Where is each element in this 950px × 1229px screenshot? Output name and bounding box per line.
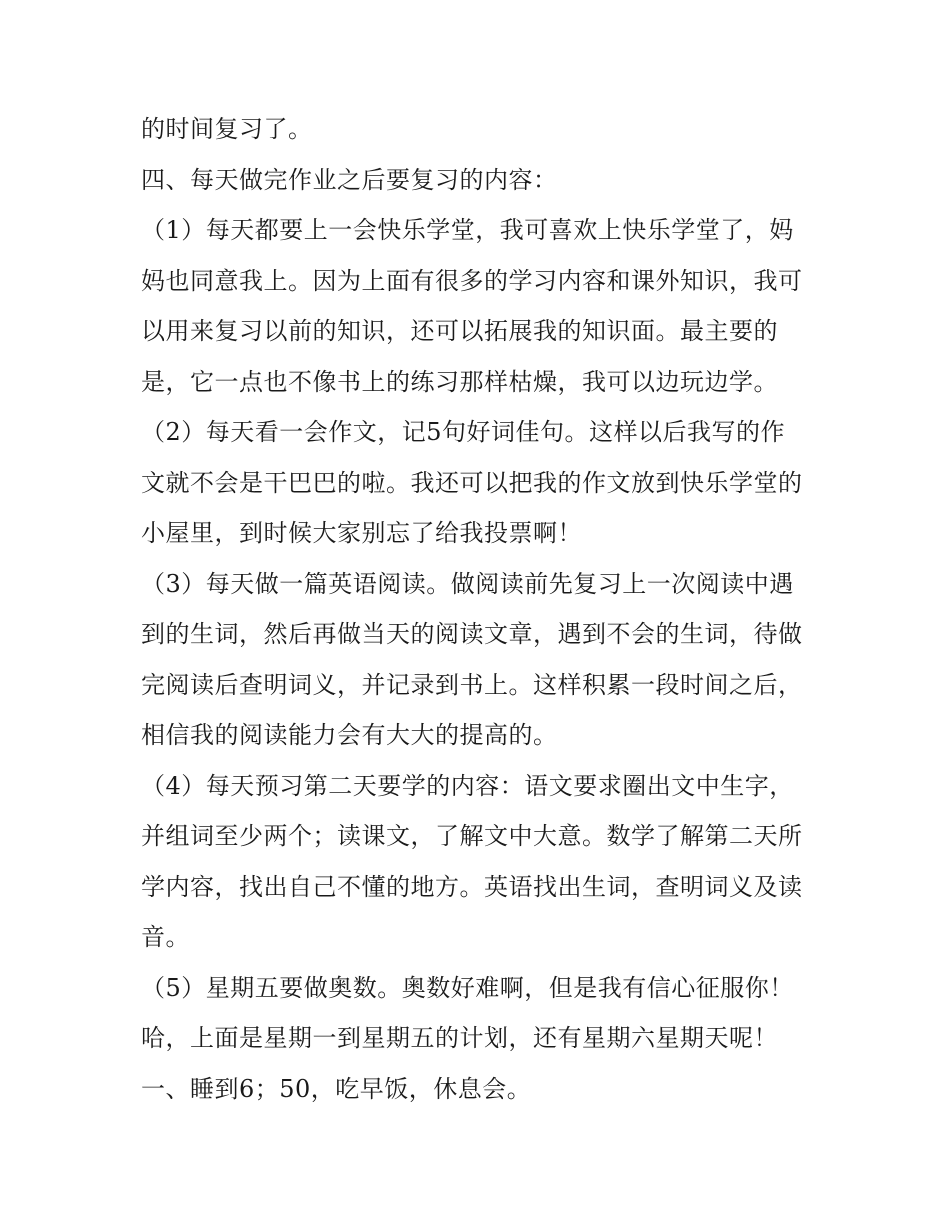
text-line: （1）每天都要上一会快乐学堂，我可喜欢上快乐学堂了，妈	[141, 216, 794, 244]
text-line: 妈也同意我上。因为上面有很多的学习内容和课外知识，我可	[141, 266, 803, 295]
text-line: 小屋里，到时候大家别忘了给我投票啊！	[141, 519, 582, 547]
text-line: 到的生词，然后再做当天的阅读文章，遇到不会的生词，待做	[141, 620, 803, 648]
text-line: 相信我的阅读能力会有大大的提高的。	[141, 721, 558, 749]
text-line: （4）每天预习第二天要学的内容：语文要求圈出文中生字，	[141, 771, 794, 800]
text-line: 是，它一点也不像书上的练习那样枯燥，我可以边玩边学。	[141, 367, 778, 396]
text-line: 音。	[141, 923, 190, 951]
text-line: 的时间复习了。	[141, 115, 313, 143]
text-line: （5）星期五要做奥数。奥数好难啊，但是我有信心征服你！	[141, 973, 794, 1002]
text-line: 以用来复习以前的知识，还可以拓展我的知识面。最主要的	[141, 317, 778, 345]
text-line: 并组词至少两个；读课文，了解文中大意。数学了解第二天所	[141, 822, 803, 850]
text-line: 文就不会是干巴巴的啦。我还可以把我的作文放到快乐学堂的	[141, 468, 803, 497]
text-line: （3）每天做一篇英语阅读。做阅读前先复习上一次阅读中遇	[141, 569, 794, 598]
section-heading: 四、每天做完作业之后要复习的内容：	[141, 165, 558, 194]
text-line: 哈，上面是星期一到星期五的计划，还有星期六星期天呢！	[141, 1024, 778, 1052]
section-heading: 一、睡到6；50，吃早饭，休息会。	[141, 1074, 532, 1103]
body-text	[141, 104, 821, 1114]
text-line: （2）每天看一会作文，记5句好词佳句。这样以后我写的作	[141, 418, 786, 446]
text-line: 学内容，找出自己不懂的地方。英语找出生词，查明词义及读	[141, 872, 803, 901]
text-line: 完阅读后查明词义，并记录到书上。这样积累一段时间之后，	[141, 670, 803, 699]
